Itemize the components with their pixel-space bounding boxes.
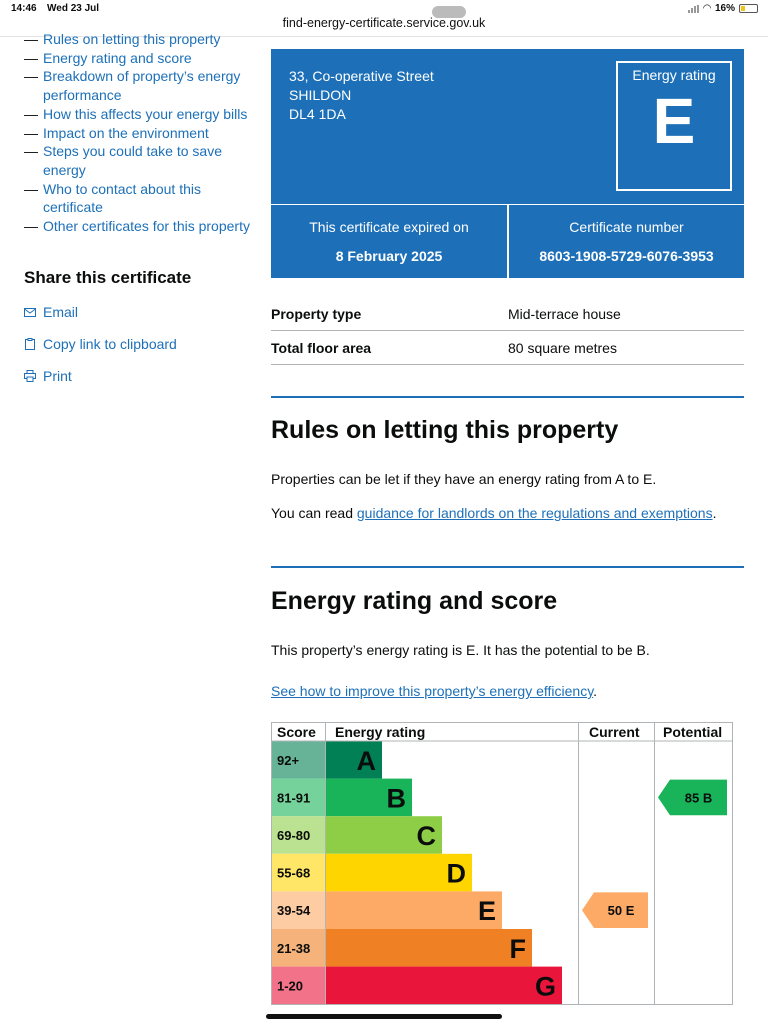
property-summary-list (271, 297, 744, 365)
summary-row (271, 297, 744, 331)
address-line: SHILDON (289, 87, 352, 103)
copy-link-button[interactable] (24, 336, 254, 352)
section-divider (271, 566, 744, 568)
status-date: Wed 23 Jul (47, 3, 100, 14)
rating-bar-e (325, 891, 502, 929)
score-label: 21-38 (277, 940, 311, 956)
score-label: 39-54 (277, 903, 311, 919)
certificate-number-label: Certificate number (569, 219, 684, 235)
rating-letter-e: E (477, 896, 496, 927)
share-email-link[interactable] (24, 304, 254, 320)
text: . (712, 505, 717, 521)
expiry-date: 8 February 2025 (335, 248, 443, 264)
property-type-label: Property type (271, 305, 362, 322)
share-heading: Share this certificate (24, 267, 192, 287)
copy-link-label: Copy link to clipboard (43, 335, 177, 352)
toc-item (24, 124, 254, 143)
toc-link-energy-rating[interactable]: Energy rating and score (43, 49, 192, 66)
toc-link-steps[interactable]: Steps you could take to save energy (43, 143, 222, 178)
score-label: 81-91 (277, 790, 311, 806)
property-address (289, 67, 434, 124)
toc-item (24, 105, 254, 124)
print-label: Print (43, 367, 72, 384)
home-indicator (266, 1014, 502, 1019)
toc-link-breakdown[interactable]: Breakdown of property’s energy performance (43, 68, 241, 104)
rating-letter-f: F (509, 933, 526, 964)
toc-item (24, 30, 254, 49)
improve-efficiency-link[interactable]: See how to improve this property’s energy efficiency (271, 683, 594, 699)
toc-link-contact[interactable]: Who to contact about this certificate (43, 180, 201, 216)
improve-paragraph (271, 683, 744, 699)
certificate-number: 8603-1908-5729-6076-3953 (539, 248, 714, 264)
current-rating-score-label: 50 E (607, 903, 635, 919)
battery-percent: 16% (714, 3, 735, 14)
clipboard-icon (24, 338, 36, 350)
landlord-guidance-link[interactable]: guidance for landlords on the regulations and exemptions (356, 505, 713, 521)
score-label: 55-68 (277, 865, 311, 881)
floor-area-value: 80 square metres (508, 339, 617, 356)
contents-list (24, 30, 254, 236)
text: . (593, 683, 598, 699)
toc-item (24, 217, 254, 236)
score-label: 69-80 (277, 828, 311, 843)
rating-letter-d: D (446, 858, 466, 889)
chart-header: Energy rating (335, 724, 426, 740)
potential-rating-score-label: 85 B (684, 790, 713, 806)
score-label: 92+ (277, 752, 300, 768)
letting-guidance-paragraph (271, 505, 744, 521)
signal-icon (688, 5, 699, 13)
certificate-number-cell (509, 205, 744, 278)
chart-header: Score (277, 724, 316, 740)
certificate-summary (271, 49, 744, 205)
energy-rating-letter: E (652, 85, 696, 157)
toc-link-bills[interactable]: How this affects your energy bills (43, 105, 248, 122)
status-time: 14:46 (11, 3, 37, 14)
share-email-label: Email (43, 303, 79, 320)
epc-rating-chart (271, 722, 733, 1005)
score-label: 1-20 (277, 978, 304, 994)
envelope-icon (24, 306, 36, 318)
rating-bar-f (325, 929, 532, 967)
printer-icon (24, 370, 36, 382)
summary-row (271, 331, 744, 365)
letting-heading: Rules on letting this property (271, 416, 619, 444)
rating-bar-g (325, 967, 562, 1005)
energy-paragraph: This property’s energy rating is E. It has the potential to be B. (271, 642, 650, 658)
toc-item (24, 180, 254, 217)
expiry-label: This certificate expired on (309, 219, 469, 235)
toc-item (24, 67, 254, 104)
rating-letter-g: G (534, 971, 556, 1002)
address-line: DL4 1DA (289, 106, 346, 122)
status-indicators (688, 3, 758, 14)
text: You can read (271, 505, 357, 521)
print-button[interactable] (24, 368, 254, 384)
energy-heading: Energy rating and score (271, 587, 558, 615)
energy-rating-box (616, 61, 732, 191)
section-divider (271, 396, 744, 398)
rating-letter-c: C (416, 821, 436, 851)
property-type-value: Mid-terrace house (508, 305, 621, 322)
letting-paragraph: Properties can be let if they have an energy rating from A to E. (271, 471, 657, 487)
address-bar[interactable]: find-energy-certificate.service.gov.uk (282, 16, 486, 30)
chart-header: Potential (663, 724, 723, 740)
floor-area-label: Total floor area (271, 339, 372, 356)
wifi-icon: ◠ (703, 3, 711, 14)
toc-link-environment[interactable]: Impact on the environment (43, 124, 209, 141)
energy-rating-label: Energy rating (632, 67, 716, 83)
toc-link-rules[interactable]: Rules on letting this property (43, 31, 221, 47)
address-line: 33, Co-operative Street (289, 68, 434, 84)
sidebar (24, 30, 254, 384)
rating-letter-a: A (356, 745, 376, 776)
expiry-cell (271, 205, 507, 278)
toc-item (24, 49, 254, 68)
toc-link-other-certificates[interactable]: Other certificates for this property (43, 218, 250, 235)
rating-letter-b: B (386, 783, 406, 814)
chart-header: Current (589, 724, 640, 740)
toc-item (24, 142, 254, 179)
battery-icon (739, 4, 758, 13)
